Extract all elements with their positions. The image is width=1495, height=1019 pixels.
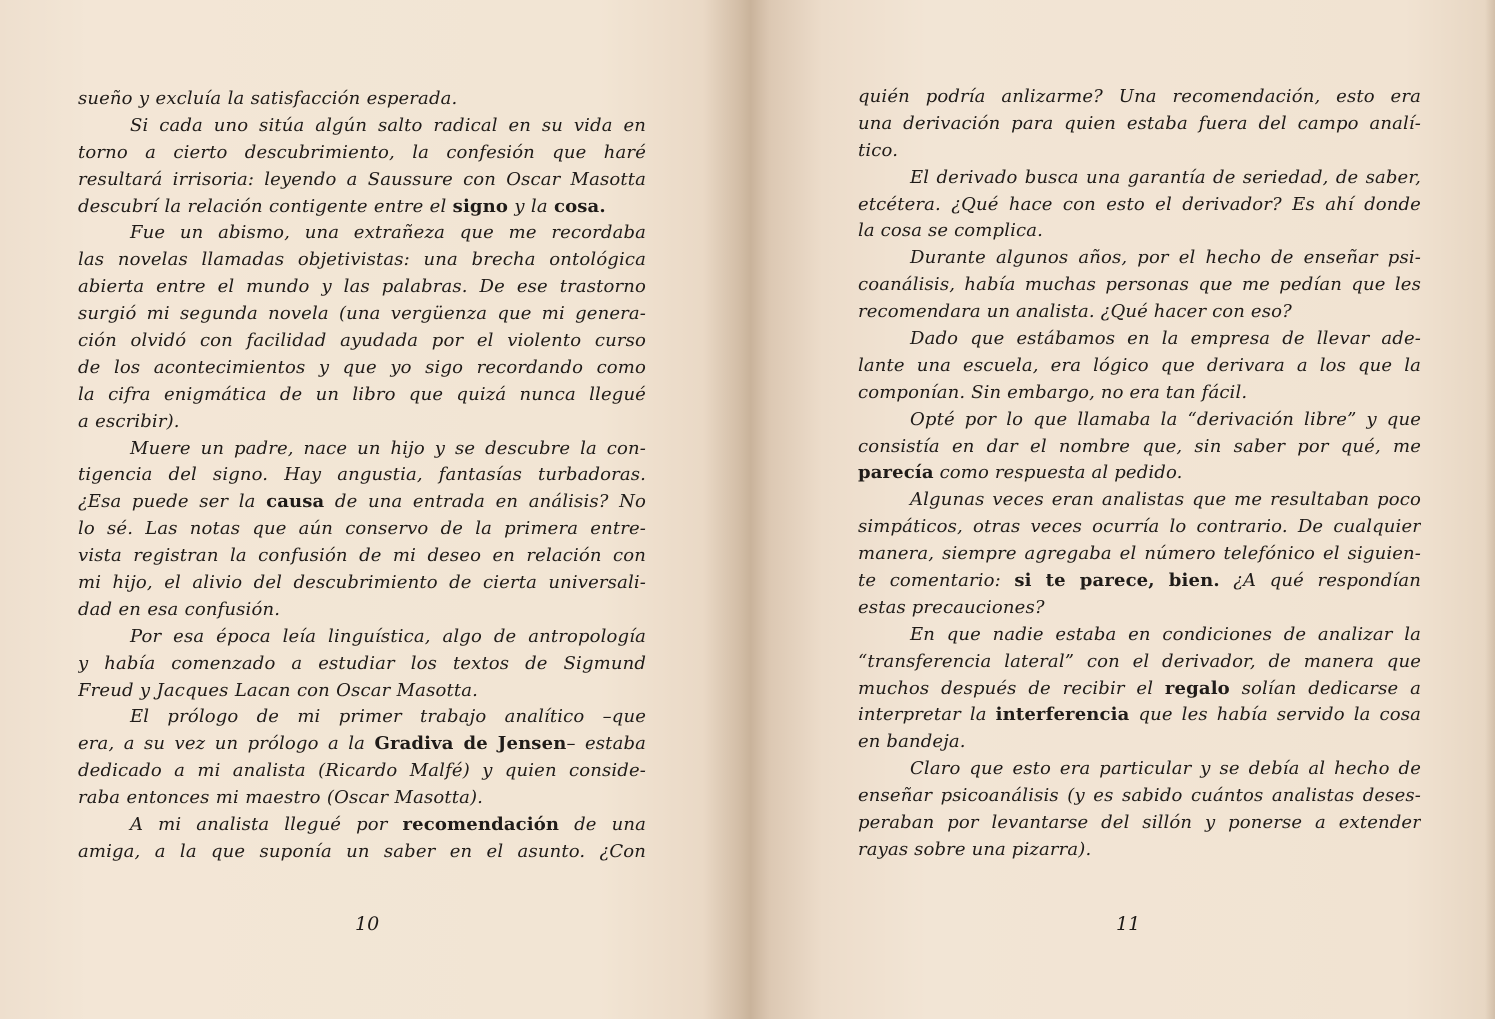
text-run: de una (559, 814, 646, 836)
text-line: En que nadie estaba en condiciones de analizar la (910, 623, 1421, 645)
text-line: sueño y excluía la satisfacción esperada. (78, 88, 458, 109)
text-line: una derivación para quien estaba fuera del campo analí- (858, 112, 1421, 134)
text-line (858, 568, 1421, 595)
text-line: resultará irrisoria: leyendo a Saussure con Oscar Masotta (78, 168, 646, 190)
text-line: Opté por lo que llamaba la “derivación libre” y que (910, 408, 1421, 430)
text-run: era, a su vez un prólogo a la (78, 733, 375, 755)
bold-term: regalo (1164, 677, 1230, 699)
text-run: muchos después de recibir el (858, 677, 1165, 699)
text-line: ción olvidó con facilidad ayudada por el violento curso (78, 330, 646, 352)
text-line: Por esa época leía linguística, algo de antropología (130, 625, 646, 647)
text-run: ¿Esa puede ser la (78, 491, 267, 513)
text-line: manera, siempre agregaba el número telefónico el siguien- (858, 543, 1421, 565)
text-line: etcétera. ¿Qué hace con esto el derivador? Es ahí donde (858, 193, 1421, 215)
text-line: abierta entre el mundo y las palabras. De ese trastorno (78, 276, 646, 298)
text-run: solían dedicarse a (1229, 677, 1421, 699)
text-line: tico. (858, 139, 899, 161)
text-line: torno a cierto descubrimiento, la confesión que haré (78, 141, 646, 163)
text-line (858, 460, 1421, 487)
text-run: interpretar la (858, 704, 996, 726)
text-line: en bandeja. (858, 731, 966, 753)
text-line: dedicado a mi analista (Ricardo Malfé) y quien conside- (78, 760, 646, 782)
text-line (78, 731, 646, 758)
text-line: consistía en dar el nombre que, sin saber por qué, me (858, 435, 1421, 457)
text-line: Fue un abismo, una extrañeza que me recordaba (130, 222, 646, 244)
text-run: A mi analista llegué por (130, 814, 403, 836)
text-line (78, 812, 646, 839)
text-run: – estaba (566, 733, 646, 755)
bold-term: Gradiva de Jensen (374, 733, 567, 755)
left-page-number: 10 (355, 913, 380, 935)
text-line: componían. Sin embargo, no era tan fácil. (858, 381, 1248, 403)
text-line: de los acontecimientos y que yo sigo recordando como (78, 356, 646, 378)
right-page-text (858, 84, 1421, 864)
bold-term: si te parece, bien. (1014, 570, 1220, 592)
text-line: recomendara un analista. ¿Qué hacer con eso? (858, 301, 1292, 323)
text-line (858, 676, 1421, 703)
text-run: te comentario: (858, 570, 1015, 592)
text-line: coanálisis, había muchas personas que me pedían que les (858, 274, 1421, 296)
text-run: como respuesta al pedido. (933, 462, 1183, 484)
bold-term: cosa. (554, 195, 606, 217)
text-line: amiga, a la que suponía un saber en el asunto. ¿Con (78, 840, 646, 862)
text-line: las novelas llamadas objetivistas: una brecha ontológica (78, 249, 646, 271)
text-line: lante una escuela, era lógico que derivara a los que la (858, 354, 1421, 376)
text-line: la cosa se complica. (858, 220, 1043, 242)
bold-term: causa (266, 491, 325, 513)
text-line: Muere un padre, nace un hijo y se descubre la con- (130, 437, 646, 459)
text-line: dad en esa confusión. (78, 598, 281, 620)
text-line: “transferencia lateral” con el derivador, de manera que (858, 650, 1421, 672)
text-line: simpáticos, otras veces ocurría lo contrario. De cualquier (858, 516, 1421, 538)
left-page-text (78, 86, 646, 866)
bold-term: interferencia (995, 704, 1130, 726)
text-line: Durante algunos años, por el hecho de enseñar psi- (910, 247, 1421, 269)
text-line: y había comenzado a estudiar los textos de Sigmund (78, 652, 646, 674)
text-run: y la (508, 195, 554, 217)
text-line: Dado que estábamos en la empresa de llevar ade- (910, 328, 1421, 350)
bold-term: parecía (858, 462, 934, 484)
text-line: estas precauciones? (858, 596, 1045, 618)
bold-term: recomendación (402, 814, 560, 836)
text-line: quién podría anlizarme? Una recomendación, esto era (858, 86, 1421, 107)
text-line: surgió mi segunda novela (una vergüenza que mi genera- (78, 303, 646, 325)
text-line: Si cada uno sitúa algún salto radical en su vida en (130, 114, 646, 136)
text-line: a escribir). (78, 410, 180, 432)
text-line: Claro que esto era particular y se debía al hecho de (910, 758, 1421, 780)
text-line: rayas sobre una pizarra). (858, 838, 1092, 860)
text-line: mi hijo, el alivio del descubrimiento de cierta universali- (78, 572, 646, 594)
text-line: enseñar psicoanálisis (y es sabido cuántos analistas deses- (858, 785, 1421, 807)
text-line (78, 489, 646, 516)
text-line: vista registran la confusión de mi deseo en relación con (78, 545, 646, 567)
text-run: descubrí la relación contigente entre el (78, 195, 453, 217)
text-line: lo sé. Las notas que aún conservo de la primera entre- (78, 518, 646, 540)
text-line: El derivado busca una garantía de seriedad, de saber, (910, 166, 1421, 188)
text-line (858, 702, 1421, 729)
text-line: raba entonces mi maestro (Oscar Masotta). (78, 787, 484, 809)
text-run: de una entrada en análisis? No (324, 491, 646, 513)
text-run: ¿A qué respondían (1219, 570, 1421, 592)
text-line: la cifra enigmática de un libro que quizá nunca llegué (78, 383, 646, 405)
right-page (748, 0, 1495, 1019)
text-run: que les había servido la cosa (1129, 704, 1421, 726)
right-page-number: 11 (1116, 913, 1141, 935)
bold-term: signo (452, 195, 509, 217)
text-line: El prólogo de mi primer trabajo analítico –que (130, 706, 646, 728)
text-line: tigencia del signo. Hay angustia, fantasías turbadoras. (78, 464, 646, 486)
text-line: Freud y Jacques Lacan con Oscar Masotta. (78, 679, 478, 701)
text-line: peraban por levantarse del sillón y ponerse a extender (858, 812, 1421, 834)
text-line: Algunas veces eran analistas que me resultaban poco (910, 489, 1421, 511)
text-line (78, 194, 646, 221)
